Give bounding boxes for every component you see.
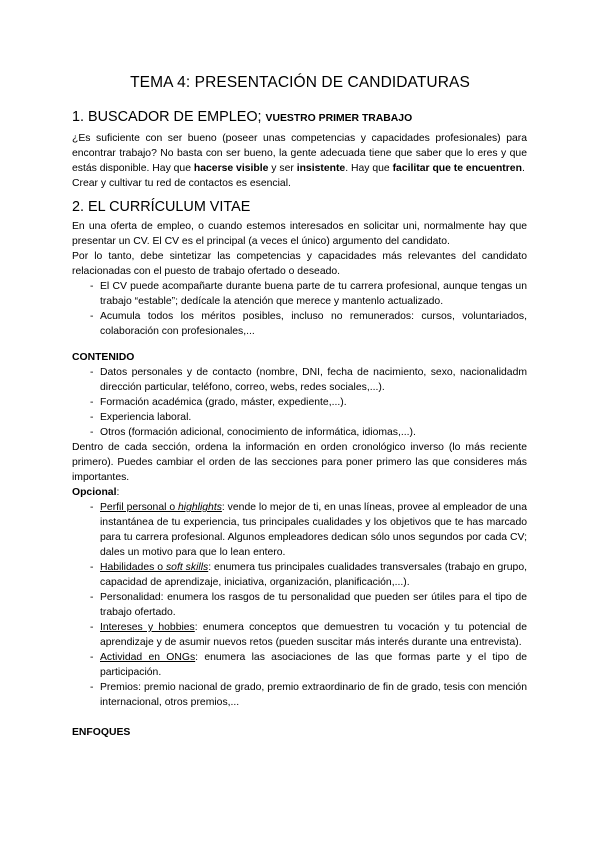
underlined-text: Perfil personal o: [100, 502, 178, 513]
page-title: TEMA 4: PRESENTACIÓN DE CANDIDATURAS: [130, 74, 470, 91]
contenido-list: [72, 365, 527, 440]
enfoques-heading: ENFOQUES: [72, 727, 131, 738]
list-item: - Acumula todos los méritos posibles, incluso no remunerados: cursos, voluntariados, colaboración con profesionales,...: [72, 309, 527, 339]
list-item: - El CV puede acompañarte durante buena parte de tu carrera profesional, aunque tengas un trabajo “estable”; dedícale la atención que merece y mantenlo actualizado.: [72, 279, 527, 309]
text-run: :: [116, 487, 120, 498]
contenido-heading: CONTENIDO: [72, 352, 135, 363]
list-item: [72, 650, 527, 680]
text-run: .: [521, 163, 525, 174]
section-2-heading: 2. EL CURRÍCULUM VITAE: [72, 199, 251, 215]
list-item: - Datos personales y de contacto (nombre, DNI, fecha de nacimiento, sexo, nacionalidadm dirección particular, teléfono, correo, webs, redes sociales,...).: [72, 365, 527, 395]
text-run: : enumera conceptos que demuestren tu vocación y tu potencial de aprendizaje y de asumir nuevos retos (pueden suscitar más interés durante una entrevista).: [100, 622, 527, 648]
section-1-heading-sub: VUESTRO PRIMER TRABAJO: [265, 113, 413, 124]
section-2-list: [72, 279, 527, 339]
section-1-heading: [72, 108, 527, 128]
contenido-paragraph: Dentro de cada sección, ordena la información en orden cronológico inverso (lo más reciente primero). Puedes cambiar el orden de las secciones para poner primero las que consideres más importantes.: [72, 442, 527, 483]
bold-text: facilitar que te encuentren: [392, 163, 522, 174]
document-body: [72, 108, 527, 740]
list-item: - Personalidad: enumera los rasgos de tu personalidad que pueden ser útiles para el tipo de trabajo ofertado.: [72, 590, 527, 620]
section-1-paragraph-2: Crear y cultivar tu red de contactos es esencial.: [72, 178, 291, 189]
list-item: - Formación académica (grado, máster, expediente,...).: [72, 395, 527, 410]
bold-text: insistente: [296, 163, 346, 174]
list-item: - Premios: premio nacional de grado, premio extraordinario de fin de grado, tesis con mención internacional, otros premios,...: [72, 680, 527, 710]
bold-text: hacerse visible: [193, 163, 269, 174]
list-item: - Experiencia laboral.: [72, 410, 527, 425]
list-item: - Otros (formación adicional, conocimiento de informática, idiomas,...).: [72, 425, 527, 440]
section-2-paragraph-2: Por lo tanto, debe sintetizar las competencias y capacidades más relevantes del candidato relacionadas con el puesto de trabajo ofertado o deseado.: [72, 251, 527, 277]
text-run: ¿Es suficiente con ser bueno (poseer unas competencias y capacidades profesionales) para encontrar trabajo? No basta con ser bueno, la gente adecuada tiene que saber que lo eres y que estás disponible. Hay que: [72, 133, 527, 174]
list-item: [72, 620, 527, 650]
list-item: [72, 560, 527, 590]
opcional-list: [72, 500, 527, 710]
text-run: : vende lo mejor de ti, en unas líneas, provee al empleador de una instantánea de tu experiencia, tus principales cualidades y los objetivos que te has marcado para tu carrera profesional. Algunos empleadores dedican sólo unos segundos por cada CV; dales un motivo para que lo lean entero.: [100, 502, 527, 558]
opcional-label: [72, 485, 527, 500]
text-run: : enumera tus principales cualidades transversales (trabajo en grupo, capacidad de aprendizaje, iniciativa, organización, planificación,...).: [100, 562, 527, 588]
underlined-text: Habilidades o: [100, 562, 166, 573]
section-1-heading-main: 1. BUSCADOR DE EMPLEO;: [72, 109, 266, 125]
text-run: : enumera las asociaciones de las que formas parte y el tipo de participación.: [100, 652, 527, 678]
list-item: [72, 500, 527, 560]
text-run: . Hay que: [345, 163, 393, 174]
underlined-text: Intereses y hobbies: [100, 622, 195, 633]
section-1-paragraph: [72, 131, 527, 176]
section-2-paragraph-1: En una oferta de empleo, o cuando estemos interesados en solicitar uni, normalmente hay que presentar un CV. El CV es el principal (a veces el único) argumento del candidato.: [72, 221, 527, 247]
bold-text: Opcional: [72, 487, 117, 498]
text-run: y ser: [268, 163, 297, 174]
underlined-italic-text: highlights: [178, 502, 222, 513]
underlined-text: Actividad en ONGs: [100, 652, 196, 663]
underlined-italic-text: soft skills: [165, 562, 209, 573]
